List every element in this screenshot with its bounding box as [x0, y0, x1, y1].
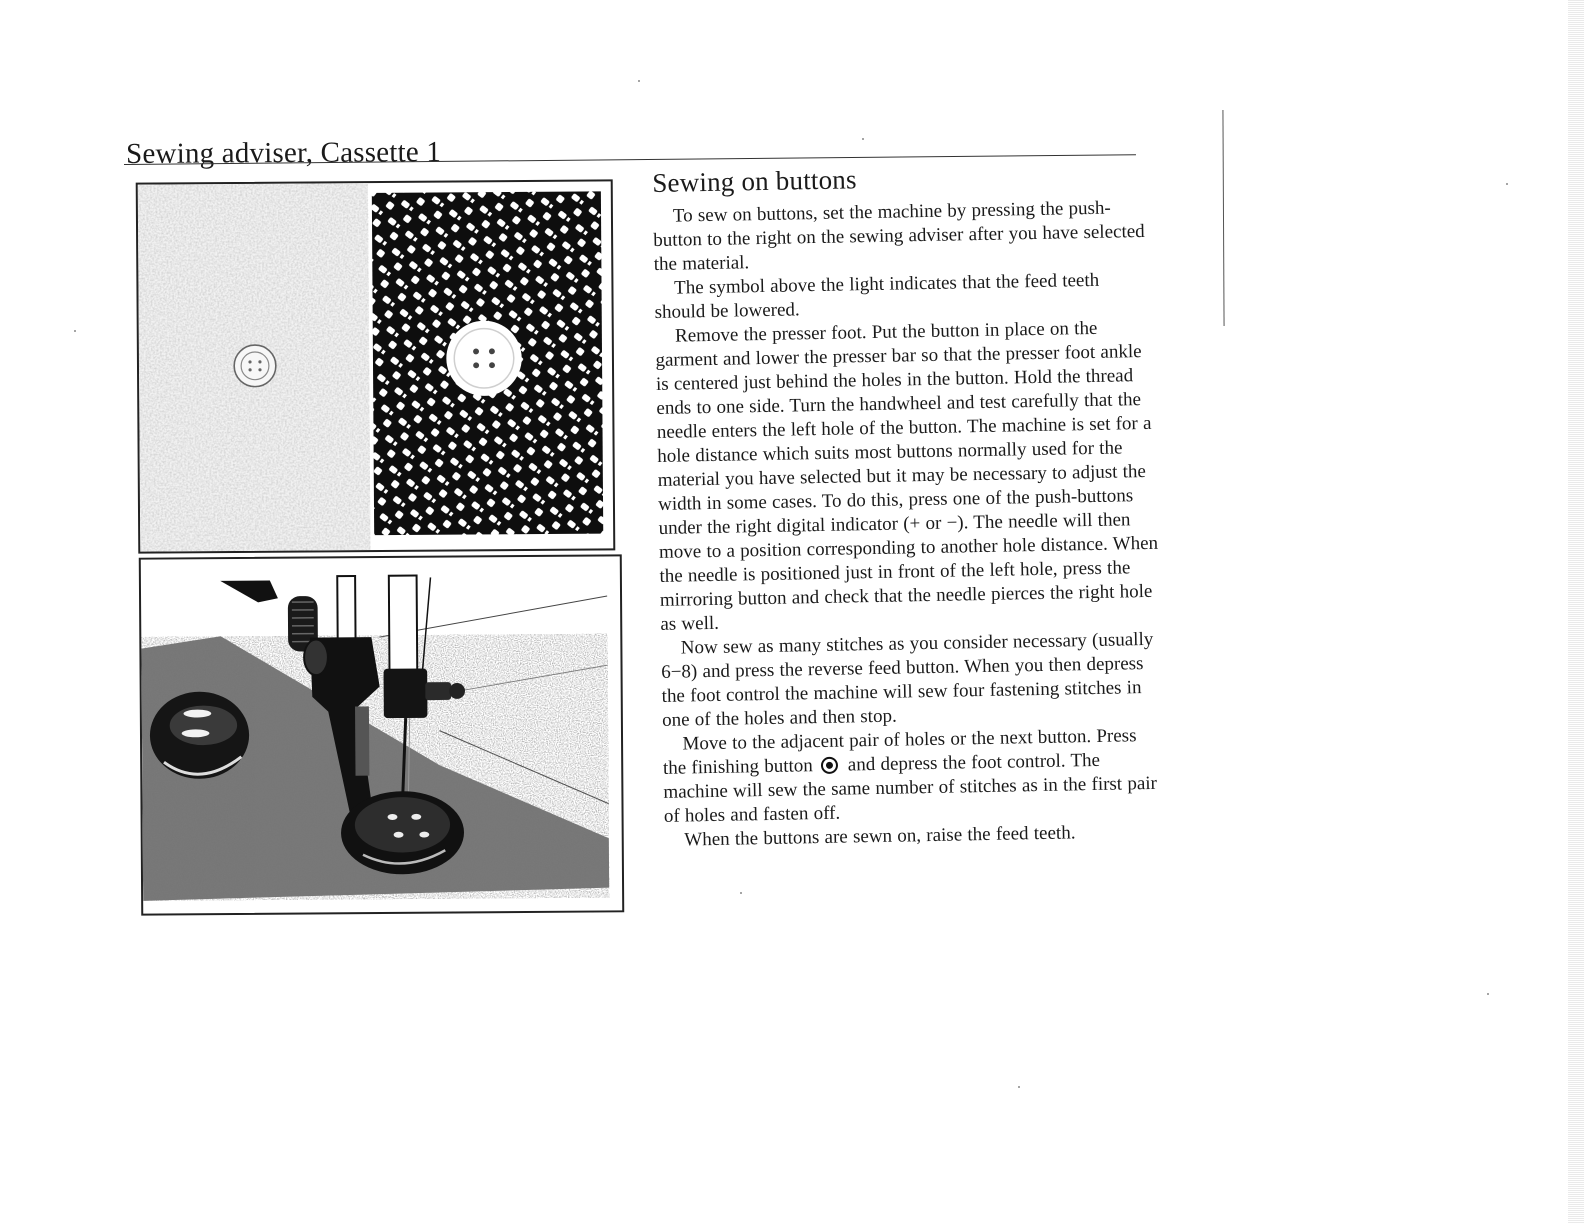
- presser-foot-illustration: [141, 556, 622, 913]
- section-title: Sewing on buttons: [652, 164, 857, 198]
- finishing-button-icon: [821, 757, 838, 774]
- paragraph: When the buttons are sewn on, raise the feed teeth.: [684, 822, 1076, 851]
- machine-part: [220, 580, 278, 602]
- scan-speck: [74, 330, 76, 332]
- paragraph: To sew on buttons, set the machine by pressing the push-button to the right on the sewing adviser after you have selected the material.: [653, 197, 1145, 275]
- scan-speck: [1487, 993, 1489, 995]
- needle-clamp-screw: [425, 682, 451, 700]
- needle-clamp: [384, 668, 428, 718]
- figure-presser-foot: [139, 554, 624, 915]
- scan-speck: [740, 892, 742, 894]
- paragraph: Remove the presser foot. Put the button in place on the garment and lower the presser bar so that the presser foot ankle is centered just behind the holes in the button. Hold the thread ends to one side. Turn the handwheel and test carefully that the needle enters the left hole of the button. The machine is set for a hole distance which suits most buttons normally used for the material you have selected but it may be necessary to adjust the width in some cases. To do this, press one of the push-buttons under the right digital indicator (+ or −). The needle will then move to a position corresponding to another hole distance. When the needle is positioned just in front of the left hole, press the mirroring button and check that the needle pierces the right hole as well.: [655, 317, 1159, 635]
- paragraph-finishing: [662, 724, 1164, 829]
- small-button-light-fabric: [234, 345, 276, 387]
- text-column: [652, 159, 1164, 853]
- presser-foot-screw: [304, 639, 328, 675]
- scan-speck: [862, 138, 864, 140]
- paragraph: The symbol above the light indicates that the feed teeth should be lowered.: [654, 269, 1100, 323]
- scan-edge-noise: [1568, 0, 1584, 1224]
- presser-foot-shank: [355, 706, 369, 775]
- paragraph: Now sew as many stitches as you consider necessary (usually 6−8) and press the reverse feed button. When you then depress the foot control the machine will sew four fastening stitches in one of the holes and then stop.: [661, 628, 1154, 731]
- margin-line: [1222, 110, 1224, 326]
- scan-speck: [1018, 1086, 1020, 1088]
- figure-buttons-on-fabric: [136, 179, 616, 553]
- loose-button: [150, 691, 250, 779]
- finishing-text-before: Move to the adjacent pair of holes or the next button. Press the finishing button: [662, 725, 1137, 779]
- presser-bar: [337, 576, 355, 645]
- fabric-buttons-photo: [138, 181, 614, 551]
- needle-clamp-knob: [449, 683, 465, 699]
- page-header: Sewing adviser, Cassette 1: [126, 136, 442, 170]
- large-button-patterned-fabric: [446, 320, 522, 396]
- scan-speck: [638, 80, 640, 82]
- finishing-text-after: and depress the foot control. The machine will sew the same number of stitches as in the first pair of holes and fasten off.: [663, 749, 1158, 827]
- scan-speck: [1506, 183, 1508, 185]
